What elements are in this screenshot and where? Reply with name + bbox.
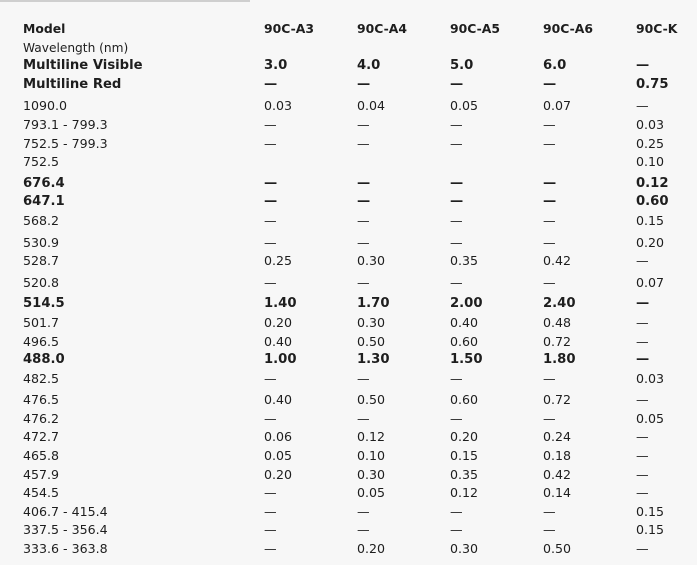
power-value-cell: 0.06 <box>264 429 293 445</box>
power-value-cell: — <box>264 503 277 519</box>
power-value-cell: 1.80 <box>543 352 576 368</box>
power-value-cell: — <box>636 253 649 269</box>
power-value-cell: — <box>636 333 649 349</box>
power-value-cell: 0.24 <box>543 429 572 445</box>
power-value-cell <box>450 39 543 58</box>
power-value-cell: 0.05 <box>450 98 479 114</box>
power-value-cell <box>264 153 357 172</box>
table-row <box>23 135 686 154</box>
power-value-cell: 5.0 <box>450 58 474 74</box>
power-value-cell: 0.50 <box>543 541 572 557</box>
power-value-cell <box>450 153 543 172</box>
table-row <box>23 172 686 194</box>
power-value-cell: — <box>357 234 370 250</box>
table-row <box>23 370 686 389</box>
power-value-cell: 2.40 <box>543 296 576 312</box>
wavelength-label: 568.2 <box>23 212 60 228</box>
power-value-cell <box>543 39 636 58</box>
power-value-cell: 0.04 <box>357 98 386 114</box>
wavelength-label: 465.8 <box>23 448 60 464</box>
power-value-cell: — <box>543 175 557 191</box>
table-row <box>23 292 686 314</box>
power-value-cell: 0.05 <box>636 410 665 426</box>
power-value-cell: 2.00 <box>450 296 483 312</box>
table-row <box>23 503 686 522</box>
power-value-cell: 4.0 <box>357 58 381 74</box>
power-value-cell: 0.60 <box>450 392 479 408</box>
power-value-cell: — <box>450 212 463 228</box>
model-column-header: 90C-A4 <box>357 21 407 36</box>
power-value-cell: 0.72 <box>543 392 572 408</box>
wavelength-label: 454.5 <box>23 485 60 501</box>
power-value-cell: 0.12 <box>450 485 479 501</box>
wavelength-label: 337.5 - 356.4 <box>23 522 108 538</box>
power-value-cell: 0.30 <box>357 466 386 482</box>
power-value-cell: 0.10 <box>636 154 665 170</box>
power-value-cell: 0.14 <box>543 485 572 501</box>
power-value-cell: — <box>450 175 464 191</box>
power-value-cell: — <box>264 522 277 538</box>
power-value-cell: 0.18 <box>543 448 572 464</box>
power-value-cell: 0.35 <box>450 466 479 482</box>
power-value-cell: — <box>543 274 556 290</box>
table-row <box>23 76 686 95</box>
wavelength-label: 496.5 <box>23 333 60 349</box>
power-value-cell: — <box>636 98 649 114</box>
power-value-cell: — <box>450 503 463 519</box>
power-value-cell: — <box>264 135 277 151</box>
wavelength-label: 472.7 <box>23 429 60 445</box>
power-value-cell: — <box>264 485 277 501</box>
power-value-cell: 0.25 <box>264 253 293 269</box>
laser-output-table <box>23 20 686 559</box>
wavelength-label: 647.1 <box>23 194 65 210</box>
table-row <box>23 333 686 352</box>
table-row <box>23 39 686 58</box>
power-value-cell: — <box>264 541 277 557</box>
power-value-cell: 0.30 <box>357 253 386 269</box>
power-value-cell: 1.30 <box>357 352 390 368</box>
power-value-cell: 0.40 <box>264 392 293 408</box>
power-value-cell: 6.0 <box>543 58 567 74</box>
power-value-cell: — <box>636 296 650 312</box>
power-value-cell: — <box>357 116 370 132</box>
power-value-cell: — <box>450 135 463 151</box>
table-row <box>23 271 686 293</box>
wavelength-label: 501.7 <box>23 314 60 330</box>
power-value-cell: 0.20 <box>636 234 665 250</box>
power-value-cell: — <box>357 274 370 290</box>
table-row <box>23 314 686 333</box>
power-value-cell: — <box>543 135 556 151</box>
model-column-header: 90C-K <box>636 21 678 36</box>
power-value-cell: — <box>543 522 556 538</box>
table-row <box>23 116 686 135</box>
table-row <box>23 212 686 231</box>
wavelength-label: 488.0 <box>23 352 65 368</box>
wavelength-label: Wavelength (nm) <box>23 40 129 55</box>
wavelength-label: 793.1 - 799.3 <box>23 116 108 132</box>
wavelength-label: 520.8 <box>23 274 60 290</box>
table-row <box>23 540 686 559</box>
power-value-cell: — <box>636 448 649 464</box>
wavelength-label: 482.5 <box>23 370 60 386</box>
wavelength-label: 1090.0 <box>23 98 68 114</box>
power-value-cell: 0.48 <box>543 314 572 330</box>
power-value-cell: 0.30 <box>450 541 479 557</box>
power-value-cell: 0.20 <box>357 541 386 557</box>
table-row <box>23 153 686 172</box>
table-row <box>23 231 686 253</box>
wavelength-label: 406.7 - 415.4 <box>23 503 108 519</box>
power-value-cell: 1.00 <box>264 352 297 368</box>
power-value-cell: 0.35 <box>450 253 479 269</box>
power-value-cell: — <box>264 274 277 290</box>
power-value-cell: 0.05 <box>357 485 386 501</box>
power-value-cell <box>264 39 357 58</box>
table-row <box>23 484 686 503</box>
power-value-cell: 0.20 <box>450 429 479 445</box>
power-value-cell: — <box>543 410 556 426</box>
power-value-cell: 0.15 <box>636 503 665 519</box>
power-value-cell: — <box>636 466 649 482</box>
wavelength-label: Multiline Red <box>23 76 122 92</box>
power-value-cell: 0.50 <box>357 333 386 349</box>
power-value-cell: — <box>450 274 463 290</box>
power-value-cell: — <box>264 175 278 191</box>
power-value-cell: — <box>357 175 371 191</box>
power-value-cell: 0.25 <box>636 135 665 151</box>
power-value-cell: 1.40 <box>264 296 297 312</box>
power-value-cell: — <box>543 370 556 386</box>
table-row <box>23 466 686 485</box>
table-row <box>23 252 686 271</box>
table-row <box>23 351 686 370</box>
power-value-cell: 1.70 <box>357 296 390 312</box>
power-value-cell: — <box>264 76 278 92</box>
power-value-cell: 0.03 <box>636 116 665 132</box>
power-value-cell: 0.20 <box>264 466 293 482</box>
power-value-cell: — <box>636 485 649 501</box>
power-value-cell: — <box>357 522 370 538</box>
power-value-cell: 0.03 <box>636 370 665 386</box>
power-value-cell: — <box>357 135 370 151</box>
wavelength-label: Multiline Visible <box>23 58 143 74</box>
header-row <box>23 20 686 39</box>
power-value-cell: — <box>264 116 277 132</box>
wavelength-label: 752.5 <box>23 154 60 170</box>
power-value-cell <box>636 39 686 58</box>
table-row <box>23 94 686 116</box>
power-value-cell: — <box>450 410 463 426</box>
power-value-cell: — <box>357 212 370 228</box>
power-value-cell: — <box>264 212 277 228</box>
power-value-cell: — <box>357 194 371 210</box>
model-column-header: 90C-A6 <box>543 21 593 36</box>
power-value-cell: — <box>450 522 463 538</box>
top-rule <box>0 0 250 2</box>
power-value-cell: — <box>450 76 464 92</box>
table-row <box>23 57 686 76</box>
power-value-cell: 0.40 <box>450 314 479 330</box>
power-value-cell: — <box>636 392 649 408</box>
table-body <box>23 39 686 559</box>
wavelength-label: 476.5 <box>23 392 60 408</box>
power-value-cell: 3.0 <box>264 58 288 74</box>
power-value-cell: 0.12 <box>636 175 669 191</box>
power-value-cell: 0.75 <box>636 76 669 92</box>
power-value-cell: 0.03 <box>264 98 293 114</box>
power-value-cell: — <box>636 58 650 74</box>
power-value-cell: 1.50 <box>450 352 483 368</box>
wavelength-label: 530.9 <box>23 234 60 250</box>
power-value-cell: — <box>450 116 463 132</box>
power-value-cell: — <box>450 194 464 210</box>
wavelength-label: 476.2 <box>23 410 60 426</box>
wavelength-label: 333.6 - 363.8 <box>23 541 108 557</box>
power-value-cell: — <box>357 410 370 426</box>
power-value-cell: — <box>543 194 557 210</box>
power-value-cell: — <box>450 370 463 386</box>
power-value-cell: 0.07 <box>543 98 572 114</box>
power-value-cell: 0.20 <box>264 314 293 330</box>
power-value-cell: 0.12 <box>357 429 386 445</box>
table-row <box>23 388 686 410</box>
model-header: Model <box>23 21 66 36</box>
power-value-cell: — <box>357 370 370 386</box>
power-value-cell: — <box>543 76 557 92</box>
power-value-cell: — <box>636 429 649 445</box>
power-value-cell: — <box>543 212 556 228</box>
power-value-cell: 0.15 <box>636 212 665 228</box>
wavelength-label: 528.7 <box>23 253 60 269</box>
table-row <box>23 428 686 447</box>
power-value-cell: 0.15 <box>636 522 665 538</box>
power-value-cell: 0.60 <box>450 333 479 349</box>
power-value-cell: — <box>450 234 463 250</box>
table-row <box>23 410 686 429</box>
power-value-cell: — <box>264 410 277 426</box>
power-value-cell <box>357 153 450 172</box>
power-value-cell: — <box>636 352 650 368</box>
power-value-cell: — <box>357 503 370 519</box>
power-value-cell <box>357 39 450 58</box>
power-value-cell: 0.72 <box>543 333 572 349</box>
power-value-cell <box>543 153 636 172</box>
power-value-cell: 0.15 <box>450 448 479 464</box>
power-value-cell: 0.40 <box>264 333 293 349</box>
power-value-cell: — <box>543 503 556 519</box>
power-value-cell: — <box>636 314 649 330</box>
power-value-cell: — <box>264 234 277 250</box>
table-row <box>23 193 686 212</box>
power-value-cell: 0.05 <box>264 448 293 464</box>
power-value-cell: 0.07 <box>636 274 665 290</box>
power-value-cell: — <box>636 541 649 557</box>
power-value-cell: — <box>543 116 556 132</box>
wavelength-label: 676.4 <box>23 175 65 191</box>
power-value-cell: 0.10 <box>357 448 386 464</box>
power-value-cell: 0.60 <box>636 194 669 210</box>
power-value-cell: — <box>264 194 278 210</box>
power-value-cell: 0.42 <box>543 253 572 269</box>
power-value-cell: — <box>543 234 556 250</box>
wavelength-label: 752.5 - 799.3 <box>23 135 108 151</box>
model-column-header: 90C-A5 <box>450 21 500 36</box>
power-value-cell: — <box>357 76 371 92</box>
power-value-cell: 0.30 <box>357 314 386 330</box>
power-value-cell: — <box>264 370 277 386</box>
power-value-cell: 0.42 <box>543 466 572 482</box>
power-value-cell: 0.50 <box>357 392 386 408</box>
table-row <box>23 447 686 466</box>
table-row <box>23 521 686 540</box>
wavelength-label: 457.9 <box>23 466 60 482</box>
wavelength-label: 514.5 <box>23 296 65 312</box>
model-column-header: 90C-A3 <box>264 21 314 36</box>
